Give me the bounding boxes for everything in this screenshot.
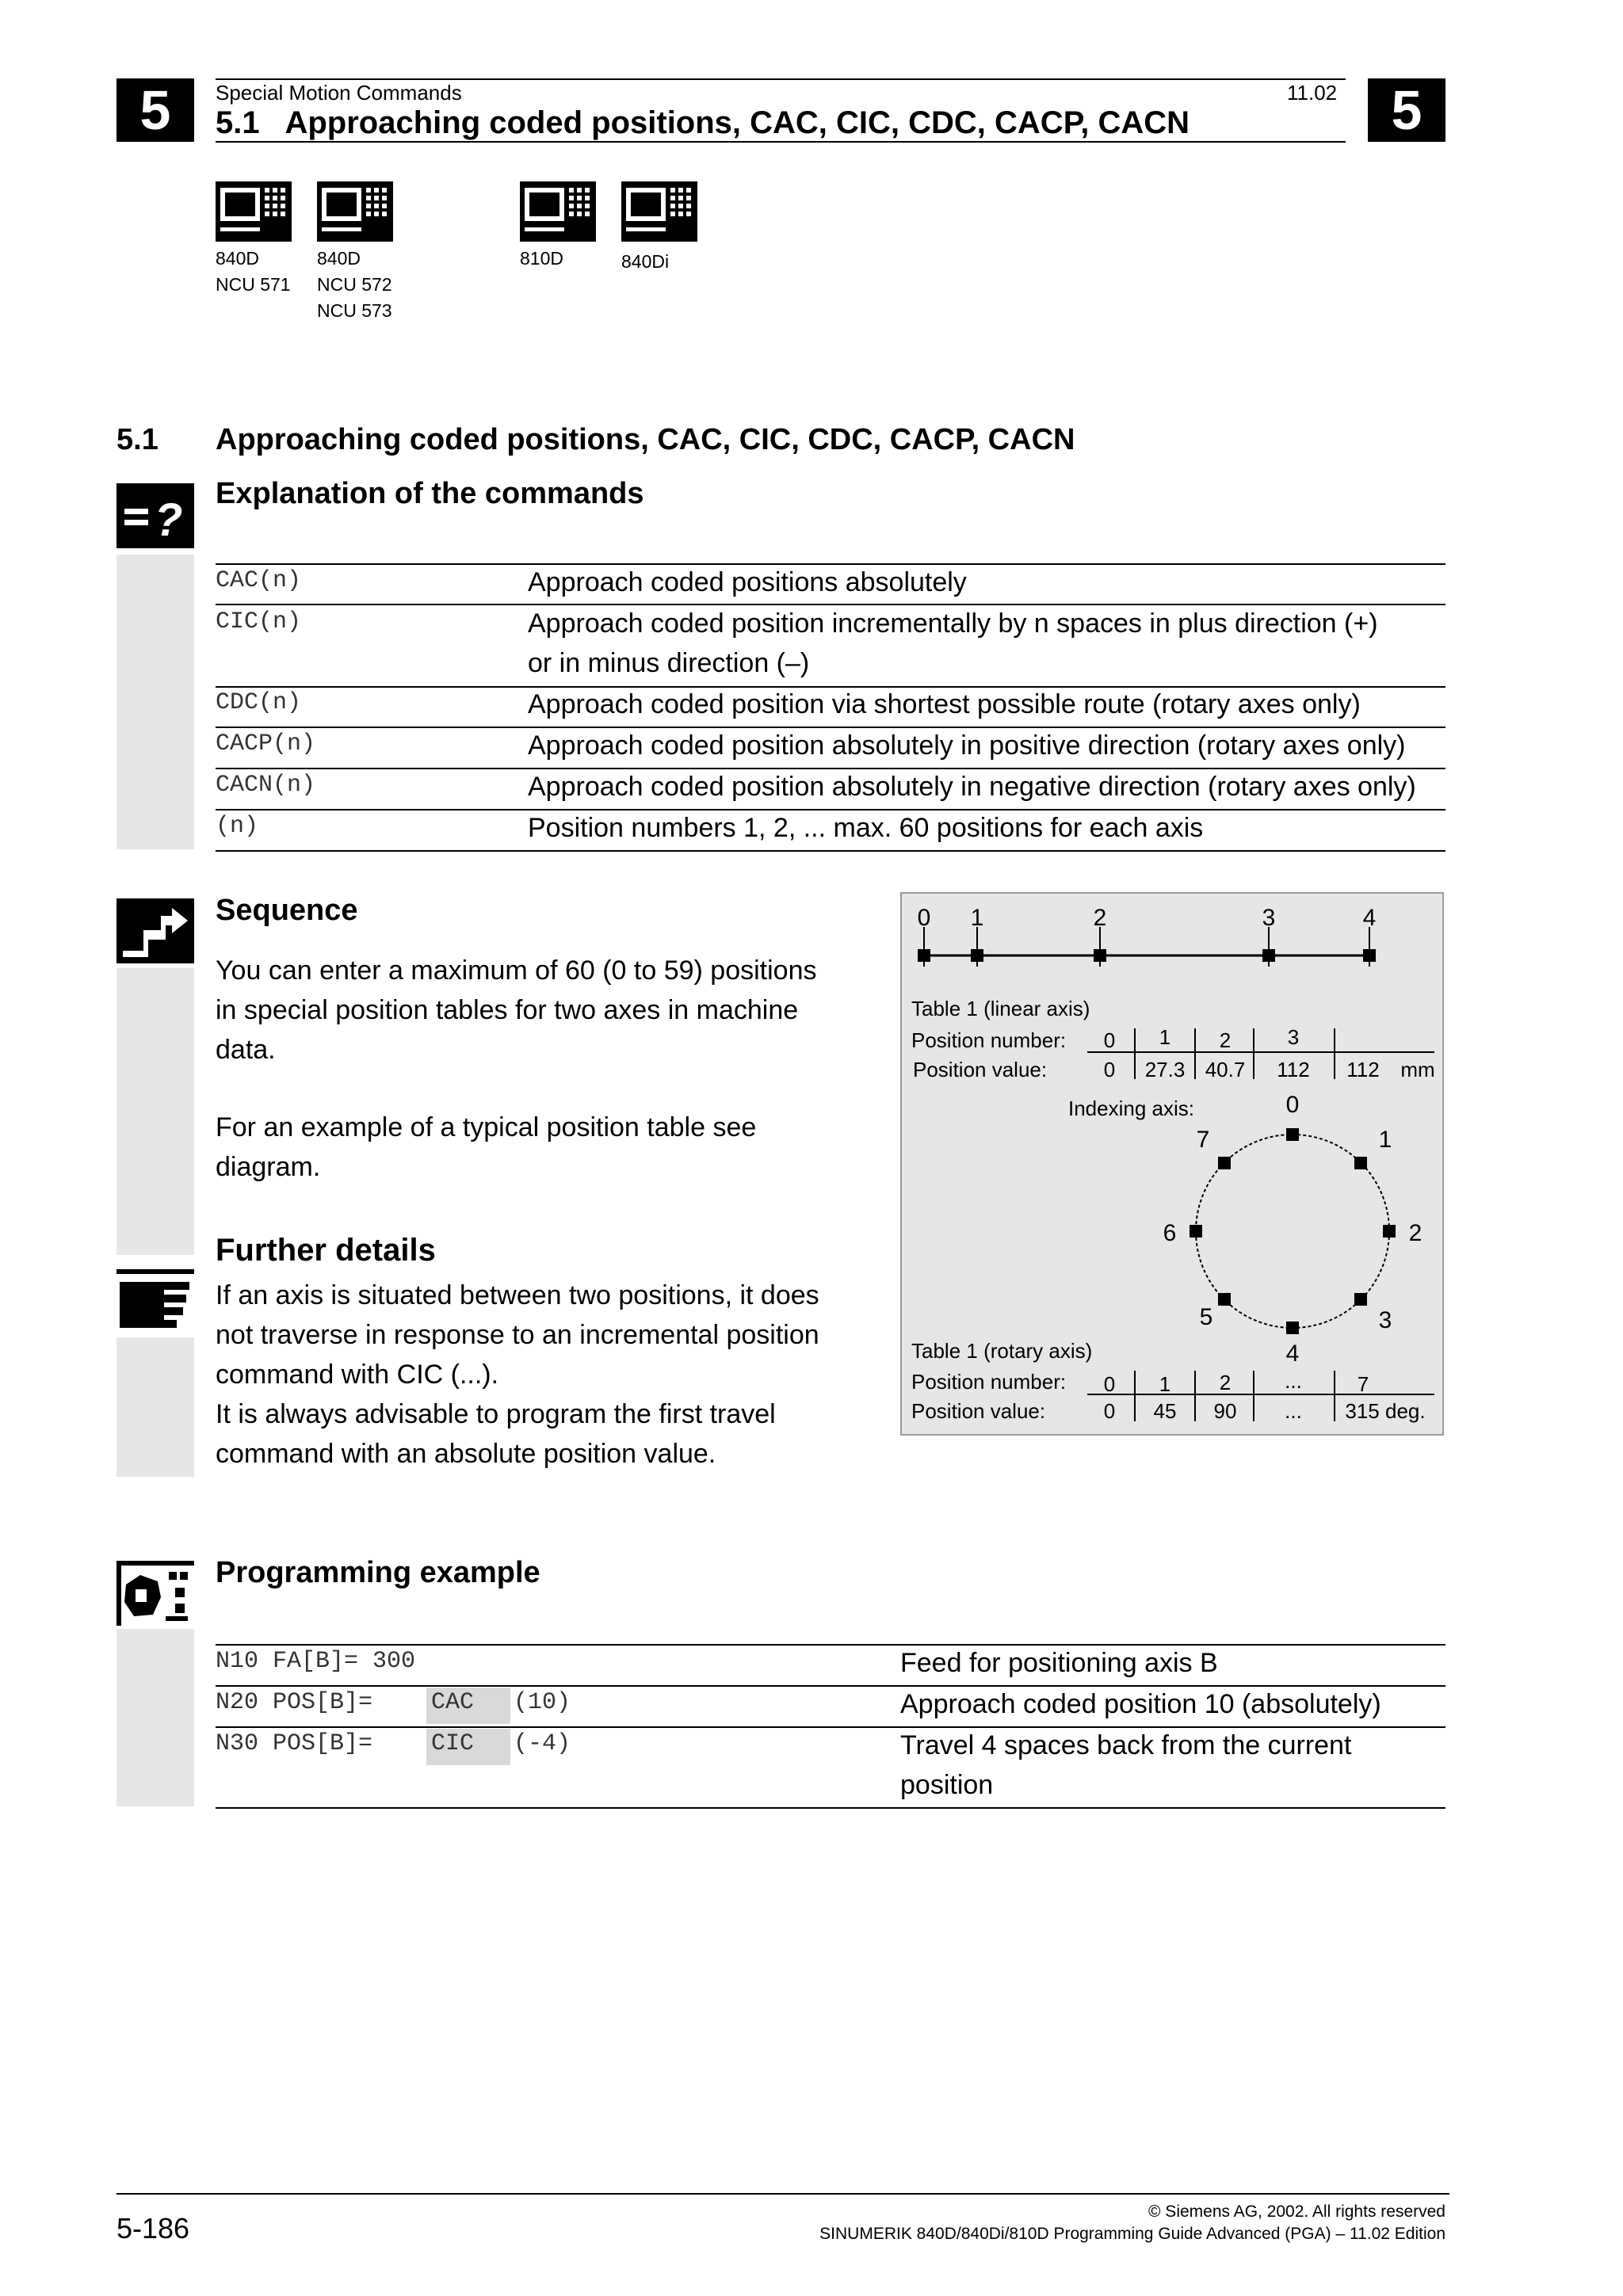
command-name: CACN(n) bbox=[216, 772, 316, 799]
position-unit: mm bbox=[1400, 1058, 1435, 1081]
indexing-position-label: 4 bbox=[1285, 1341, 1300, 1367]
position-number: 3 bbox=[1287, 1025, 1300, 1049]
table-rule bbox=[216, 850, 1445, 852]
position-table-diagram bbox=[900, 892, 1444, 1436]
code-line: N30 POS[B]= bbox=[216, 1730, 373, 1757]
position-value: 112 bbox=[1277, 1058, 1310, 1081]
linear-axis-label: 4 bbox=[1362, 905, 1377, 931]
sequence-paragraph: You can enter a maximum of 60 (0 to 59) positions in special position tables for two axes in machine data. bbox=[216, 955, 817, 1065]
position-value: 0 bbox=[1103, 1058, 1116, 1081]
sequence-icon bbox=[116, 898, 194, 963]
code-line: N10 FA[B]= 300 bbox=[216, 1648, 416, 1675]
position-value: 40.7 bbox=[1205, 1058, 1246, 1081]
table-rule bbox=[216, 1807, 1445, 1809]
command-name: (n) bbox=[216, 813, 259, 840]
command-name: CIC(n) bbox=[216, 608, 302, 635]
code-comment: Travel 4 spaces back from the current position bbox=[900, 1730, 1352, 1800]
header-top-rule bbox=[216, 78, 1346, 80]
position-value: 0 bbox=[1103, 1399, 1116, 1423]
position-value: 90 bbox=[1213, 1399, 1237, 1423]
rotary-table-title: Table 1 (rotary axis) bbox=[911, 1339, 1093, 1363]
command-name: CAC(n) bbox=[216, 567, 302, 594]
command-description: Approach coded position absolutely in negative direction (rotary axes only) bbox=[528, 772, 1416, 802]
code-keyword: CAC bbox=[431, 1689, 475, 1716]
footer-rule bbox=[116, 2193, 1449, 2195]
position-number: 0 bbox=[1103, 1028, 1116, 1052]
header-bottom-rule bbox=[216, 141, 1346, 143]
position-number: ... bbox=[1285, 1369, 1302, 1393]
margin-bar bbox=[116, 968, 194, 1255]
position-number: 1 bbox=[1159, 1025, 1171, 1049]
command-description: Approach coded position absolutely in positive direction (rotary axes only) bbox=[528, 730, 1406, 761]
control-label: 840Di bbox=[621, 251, 670, 272]
table-rule bbox=[216, 1644, 1445, 1646]
footer-document-title: SINUMERIK 840D/840Di/810D Programming Guide Advanced (PGA) – 11.02 Edition bbox=[819, 2225, 1445, 2243]
further-details-heading: Further details bbox=[216, 1233, 436, 1268]
code-comment: Approach coded position 10 (absolutely) bbox=[900, 1689, 1381, 1719]
position-number: 0 bbox=[1103, 1372, 1116, 1396]
control-label: 840D NCU 571 bbox=[216, 248, 291, 295]
header-section-label: Special Motion Commands bbox=[216, 81, 462, 105]
section-number: 5.1 bbox=[116, 423, 158, 456]
position-value: 112 bbox=[1346, 1058, 1380, 1081]
indexing-position-label: 6 bbox=[1163, 1220, 1177, 1246]
linear-axis-label: 2 bbox=[1093, 905, 1107, 931]
sequence-paragraph: For an example of a typical position table see diagram. bbox=[216, 1112, 757, 1182]
code-keyword: CIC bbox=[431, 1730, 475, 1757]
chapter-number-right: 5 bbox=[1368, 78, 1445, 142]
svg-text:?: ? bbox=[155, 494, 183, 546]
code-argument: (-4) bbox=[514, 1730, 571, 1757]
command-name: CDC(n) bbox=[216, 689, 302, 716]
command-description: Approach coded positions absolutely bbox=[528, 567, 967, 597]
indexing-position-label: 0 bbox=[1285, 1092, 1300, 1118]
programming-example-heading: Programming example bbox=[216, 1556, 540, 1589]
sequence-heading: Sequence bbox=[216, 894, 358, 927]
code-line: N20 POS[B]= bbox=[216, 1689, 373, 1716]
page-number: 5-186 bbox=[116, 2212, 190, 2245]
linear-axis-label: 1 bbox=[970, 905, 984, 931]
linear-table-title: Table 1 (linear axis) bbox=[911, 997, 1090, 1020]
control-unit-icon bbox=[621, 181, 697, 242]
linear-axis-label: 0 bbox=[917, 905, 931, 931]
programming-example-icon bbox=[116, 1561, 194, 1626]
control-label: 810D bbox=[520, 248, 563, 269]
position-number: 2 bbox=[1219, 1028, 1232, 1052]
code-argument: (10) bbox=[514, 1689, 571, 1716]
indexing-position-label: 7 bbox=[1196, 1127, 1210, 1153]
section-title: Approaching coded positions, CAC, CIC, CDC, CACP, CACN bbox=[216, 423, 1075, 456]
chapter-number-left: 5 bbox=[116, 78, 194, 142]
explanation-heading: Explanation of the commands bbox=[216, 477, 644, 510]
position-value-label: Position value: bbox=[911, 1399, 1046, 1423]
control-unit-icon bbox=[216, 181, 292, 242]
explanation-icon bbox=[116, 483, 194, 548]
command-description: Approach coded position via shortest possible route (rotary axes only) bbox=[528, 689, 1361, 719]
pointing-hand-icon bbox=[116, 1263, 194, 1333]
control-unit-icon bbox=[520, 181, 596, 242]
position-value: ... bbox=[1285, 1399, 1302, 1423]
position-number-label: Position number: bbox=[911, 1028, 1067, 1052]
code-comment: Feed for positioning axis B bbox=[900, 1648, 1218, 1678]
position-number: 2 bbox=[1219, 1371, 1232, 1394]
position-value: 27.3 bbox=[1144, 1058, 1186, 1081]
indexing-position-label: 5 bbox=[1199, 1304, 1213, 1330]
command-description: Approach coded position incrementally by n spaces in plus direction (+) or in minus direction (–) bbox=[528, 608, 1378, 678]
position-number: 1 bbox=[1159, 1372, 1171, 1396]
position-value-label: Position value: bbox=[913, 1058, 1048, 1081]
indexing-position-label: 3 bbox=[1378, 1307, 1392, 1333]
margin-bar bbox=[116, 1629, 194, 1806]
margin-bar bbox=[116, 1337, 194, 1477]
command-description: Position numbers 1, 2, ... max. 60 positions for each axis bbox=[528, 813, 1204, 843]
position-number: 7 bbox=[1357, 1372, 1369, 1396]
indexing-position-label: 2 bbox=[1408, 1220, 1423, 1246]
indexing-position-label: 1 bbox=[1378, 1127, 1392, 1153]
footer-copyright: © Siemens AG, 2002. All rights reserved bbox=[1148, 2203, 1445, 2221]
control-label: 840D NCU 572 NCU 573 bbox=[317, 248, 392, 321]
header-title: 5.1 Approaching coded positions, CAC, CIC, CDC, CACP, CACN bbox=[216, 105, 1190, 140]
position-value: 45 bbox=[1153, 1399, 1177, 1423]
command-name: CACP(n) bbox=[216, 730, 316, 757]
position-number-label: Position number: bbox=[911, 1370, 1067, 1394]
margin-bar bbox=[116, 555, 194, 849]
indexing-axis-label: Indexing axis: bbox=[1068, 1097, 1194, 1120]
position-value: 315 deg. bbox=[1345, 1399, 1426, 1423]
further-details-paragraph: If an axis is situated between two positions, it does not traverse in response to an incremental position command with CIC (...). It is always advisable to program the first travel command with an absolute position value. bbox=[216, 1280, 819, 1469]
control-unit-icon bbox=[317, 181, 393, 242]
linear-axis-label: 3 bbox=[1262, 905, 1276, 931]
header-edition: 11.02 bbox=[1287, 81, 1338, 105]
